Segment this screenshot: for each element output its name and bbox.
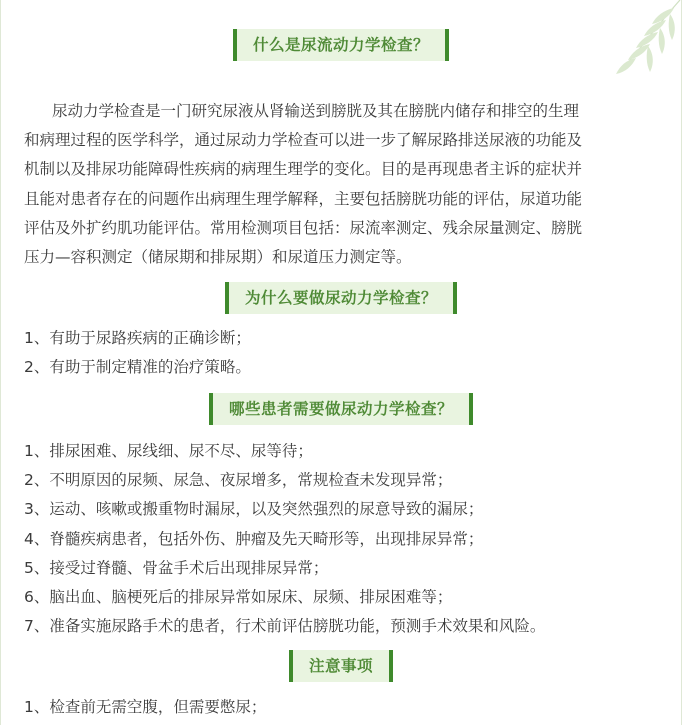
section-1-heading-wrap [0, 29, 682, 61]
notes-list [24, 693, 664, 722]
section-3-heading-wrap [0, 393, 682, 425]
list-item: 4、脊髓疾病患者，包括外伤、肿瘤及先天畸形等，出现排尿异常； [24, 529, 484, 548]
paragraph-line: 和病理过程的医学科学，通过尿动力学检查可以进一步了解尿路排送尿液的功能及 [24, 131, 583, 150]
list-item: 1、检查前无需空腹，但需要憋尿； [24, 698, 267, 716]
intro-paragraph [24, 97, 660, 272]
list-item: 1、有助于尿路疾病的正确诊断； [24, 329, 251, 347]
reasons-list [24, 324, 664, 382]
list-item: 1、排尿困难、尿线细、尿不尽、尿等待； [24, 442, 313, 460]
paragraph-line: 尿动力学检查是一门研究尿液从肾输送到膀胱及其在膀胱内储存和排空的生理 [52, 102, 580, 120]
list-item: 3、运动、咳嗽或搬重物时漏尿，以及突然强烈的尿意导致的漏尿； [24, 500, 484, 519]
paragraph-line: 压力—容积测定（储尿期和排尿期）和尿道压力测定等。 [24, 248, 412, 267]
patients-list [24, 437, 664, 641]
list-item: 7、准备实施尿路手术的患者，行术前评估膀胱功能，预测手术效果和风险。 [24, 617, 546, 636]
paragraph-line: 且能对患者存在的问题作出病理生理学解释，主要包括膀胱功能的评估，尿道功能 [24, 189, 583, 208]
section-heading: 哪些患者需要做尿动力学检查？ [209, 393, 473, 425]
list-item: 5、接受过脊髓、骨盆手术后出现排尿异常； [24, 558, 329, 577]
section-heading: 什么是尿流动力学检查？ [233, 29, 449, 61]
paragraph-line: 评估及外扩约肌功能评估。常用检测项目包括：尿流率测定、残余尿量测定、膀胱 [24, 218, 583, 237]
section-heading: 注意事项 [289, 650, 393, 682]
list-item: 2、不明原因的尿频、尿急、夜尿增多，常规检查未发现异常； [24, 471, 453, 490]
section-2-heading-wrap [0, 282, 682, 314]
list-item: 2、有助于制定精准的治疗策略。 [24, 358, 251, 377]
list-item: 6、脑出血、脑梗死后的排尿异常如尿床、尿频、排尿困难等； [24, 588, 453, 607]
section-4-heading-wrap [0, 650, 682, 682]
section-heading: 为什么要做尿动力学检查？ [225, 282, 457, 314]
paragraph-line: 机制以及排尿功能障碍性疾病的病理生理学的变化。目的是再现患者主诉的症状并 [24, 160, 583, 179]
